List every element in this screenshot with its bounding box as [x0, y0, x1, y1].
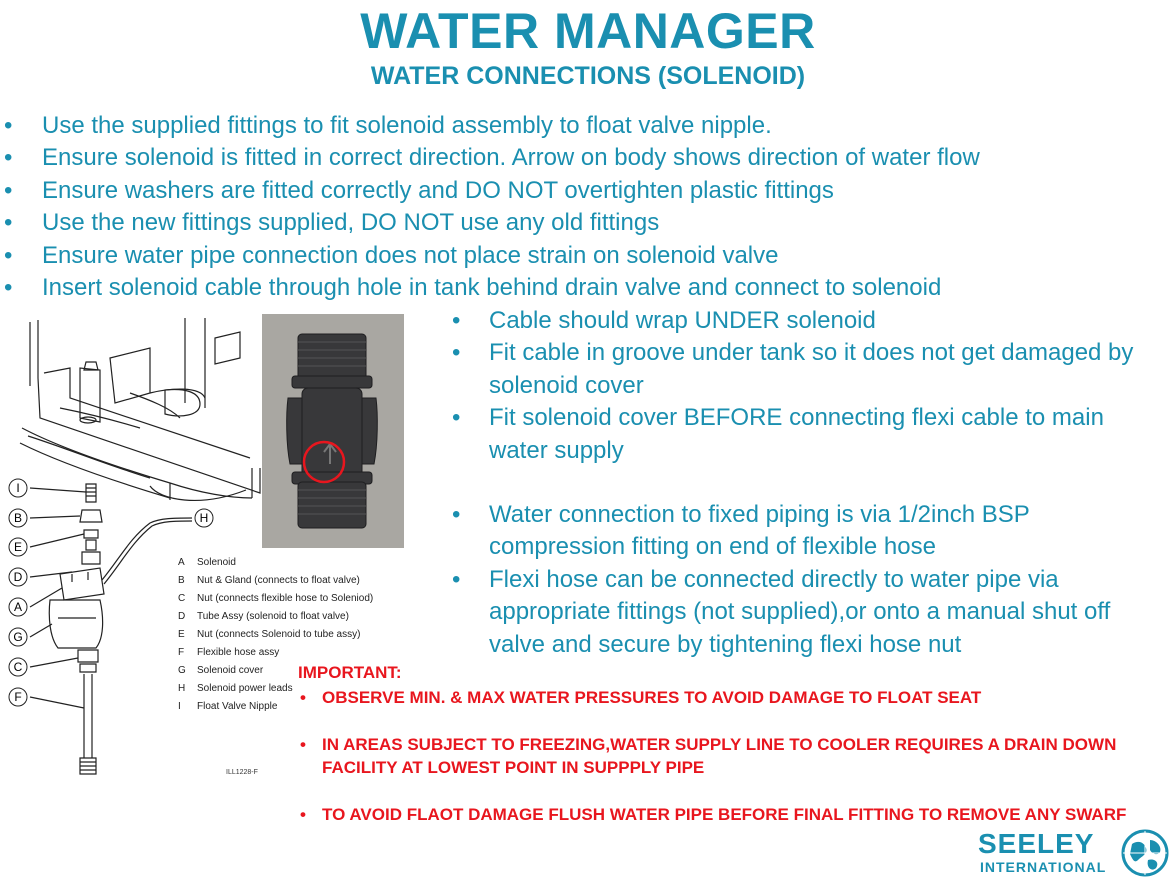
- main-bullet: • Ensure solenoid is fitted in correct direction. Arrow on body shows direction of water flow: [0, 142, 980, 174]
- right-bullet: • Cable should wrap UNDER solenoid: [448, 305, 1168, 337]
- callout-label: D: [13, 570, 23, 584]
- callout-label: F: [14, 690, 22, 704]
- callout-label: B: [13, 511, 23, 525]
- legend-item: G Solenoid cover: [178, 665, 264, 676]
- legend-item: B Nut & Gland (connects to float valve): [178, 575, 360, 586]
- callout-label: I: [16, 481, 20, 495]
- legend-item: D Tube Assy (solenoid to float valve): [178, 611, 349, 622]
- right-bullet: • Fit cable in groove under tank so it does not get damaged by solenoid cover: [448, 337, 1168, 402]
- illustration-code: ILL1228-F: [226, 769, 258, 776]
- warning-item: • TO AVOID FLAOT DAMAGE FLUSH WATER PIPE BEFORE FINAL FITTING TO REMOVE ANY SWARF: [298, 803, 1158, 826]
- seeley-logo: [978, 826, 1176, 884]
- main-bullet: • Use the new fittings supplied, DO NOT use any old fittings: [0, 207, 980, 239]
- page-title: WATER MANAGER: [360, 3, 816, 59]
- callout-label: A: [13, 600, 23, 614]
- right-bullet: • Water connection to fixed piping is via 1/2inch BSP compression fitting on end of flexible hose: [448, 499, 1168, 564]
- callout-label: C: [13, 660, 23, 674]
- callout-label: G: [13, 630, 23, 644]
- main-bullet: • Use the supplied fittings to fit solenoid assembly to float valve nipple.: [0, 110, 980, 142]
- legend-item: I Float Valve Nipple: [178, 701, 278, 712]
- main-bullet: • Ensure washers are fitted correctly and DO NOT overtighten plastic fittings: [0, 175, 980, 207]
- right-bullet: • Flexi hose can be connected directly to water pipe via appropriate fittings (not supplied),or onto a manual shut off valve and secure by tightening flexi hose nut: [448, 564, 1168, 661]
- main-bullet: • Ensure water pipe connection does not place strain on solenoid valve: [0, 240, 980, 272]
- main-bullet: • Insert solenoid cable through hole in tank behind drain valve and connect to solenoid: [0, 272, 980, 304]
- logo-subtitle: INTERNATIONAL: [980, 859, 1107, 875]
- page-subtitle: WATER CONNECTIONS (SOLENOID): [370, 62, 806, 90]
- warning-item: • OBSERVE MIN. & MAX WATER PRESSURES TO AVOID DAMAGE TO FLOAT SEAT: [298, 686, 1158, 709]
- main-bullet-list: [0, 110, 980, 304]
- legend-item: H Solenoid power leads: [178, 683, 293, 694]
- right-bullet-list: [448, 305, 1168, 661]
- legend-item: F Flexible hose assy: [178, 647, 280, 658]
- legend-item: C Nut (connects flexible hose to Soleniod): [178, 593, 374, 604]
- legend-item: E Nut (connects Solenoid to tube assy): [178, 629, 361, 640]
- important-label: IMPORTANT:: [298, 663, 402, 682]
- callout-label: H: [199, 511, 209, 525]
- legend-item: A Solenoid: [178, 557, 236, 568]
- warning-item: • IN AREAS SUBJECT TO FREEZING,WATER SUPPLY LINE TO COOLER REQUIRES A DRAIN DOWN FACILITY AT LOWEST POINT IN SUPPPLY PIPE: [298, 733, 1158, 779]
- globe-icon: [1120, 828, 1170, 878]
- right-bullet: • Fit solenoid cover BEFORE connecting flexi cable to main water supply: [448, 402, 1168, 467]
- solenoid-photo: [262, 314, 404, 548]
- callout-label: E: [13, 540, 23, 554]
- logo-name: SEELEY: [978, 828, 1095, 859]
